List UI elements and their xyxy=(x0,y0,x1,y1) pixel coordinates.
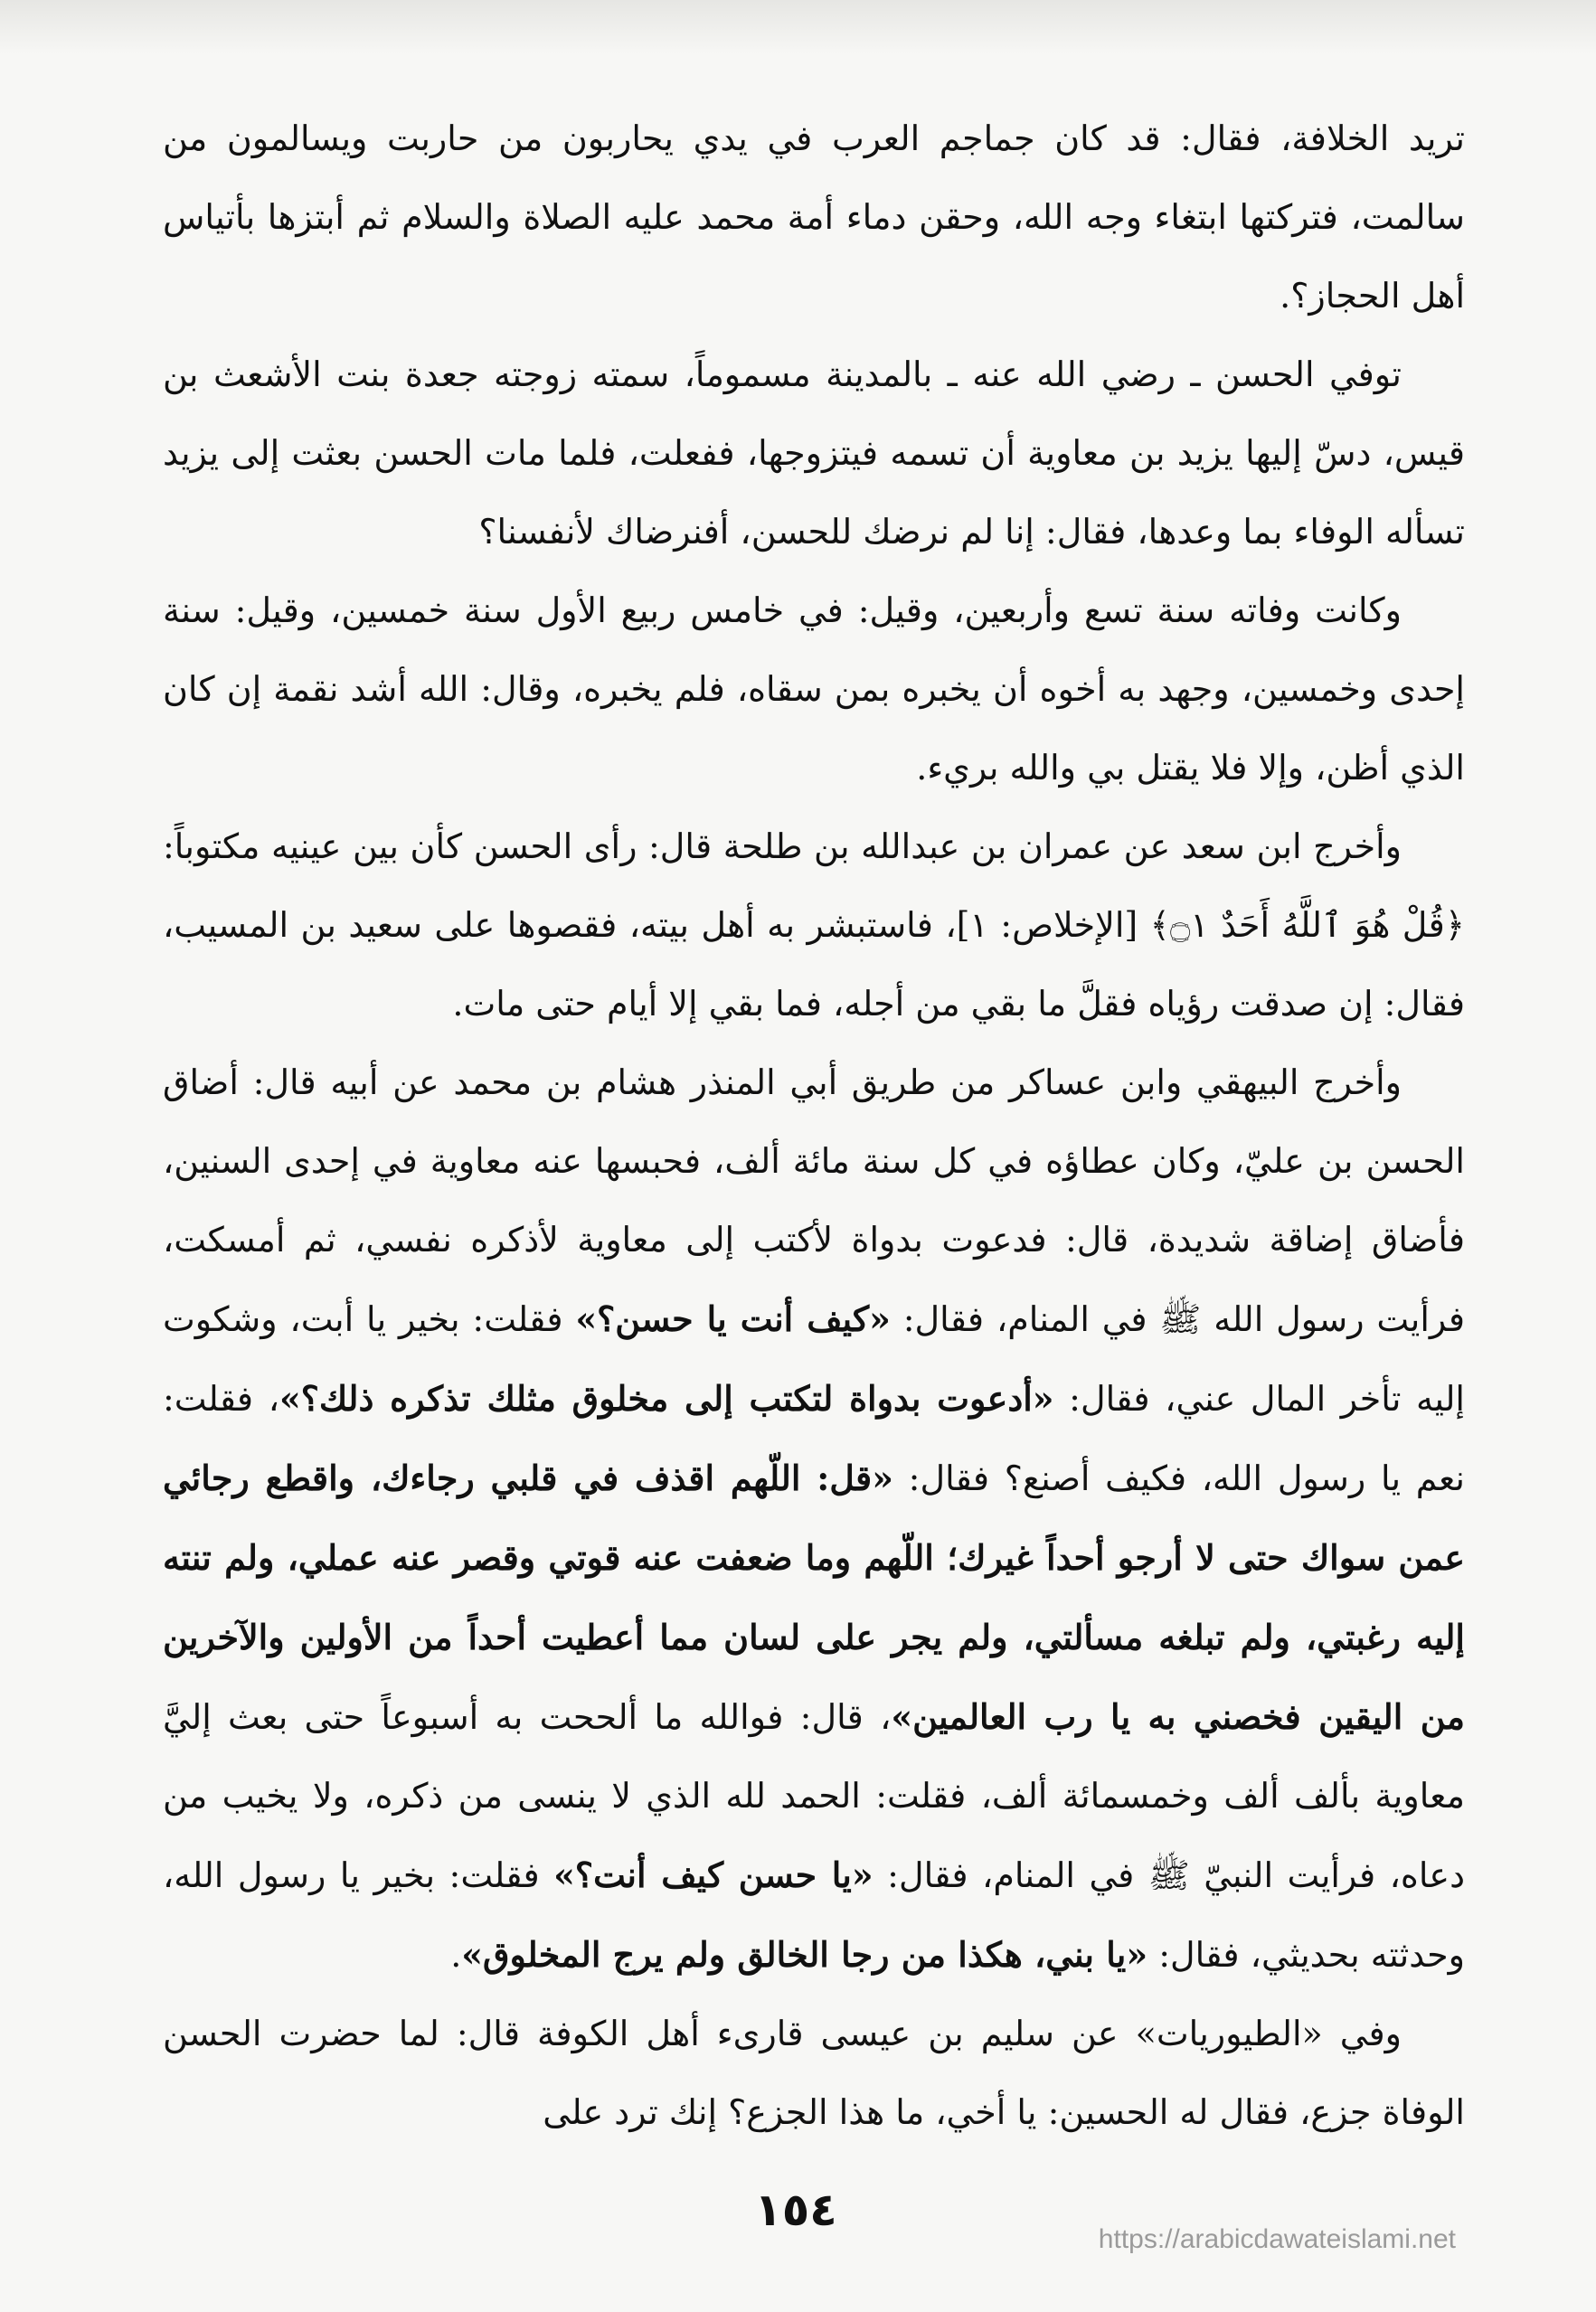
paragraph xyxy=(163,571,1465,807)
text-segment: فقلت: بخير يا رسول الله، وحدثته بحديثي، فقال: xyxy=(163,1855,1465,1975)
quoted-text-bold: «كيف أنت يا حسن؟» xyxy=(575,1298,891,1339)
quoted-text-bold: «أدعوت بدواة لتكتب إلى مخلوق مثلك تذكره ذلك؟» xyxy=(279,1378,1054,1419)
body-text xyxy=(163,99,1465,2152)
paragraph xyxy=(163,1995,1465,2152)
quoted-text-bold: «قل: اللّهم اقذف في قلبي رجاءك، واقطع رجائي عمن سواك حتى لا أرجو أحداً غيرك؛ اللّهم وما ضعفت عنه قوتي وقصر عنه عملي، ولم تنته إليه رغبتي، ولم تبلغه مسألتي، ولم يجر على لسان مما أعطيت أحداً من الأولين والآخرين من اليقين فخصني به يا رب العالمين» xyxy=(163,1458,1465,1737)
text-segment: ، قال: فوالله ما ألححت به أسبوعاً حتى بعث إليَّ معاوية بألف ألف وخمسمائة ألف، فقلت: الحمد لله الذي لا ينسى من ذكره، ولا يخيب من دعاه، فرأيت النبيّ ﷺ في المنام، فقال: xyxy=(163,1697,1465,1895)
paragraph xyxy=(163,99,1465,335)
page-number: ١٥٤ xyxy=(754,2184,837,2236)
text-segment: توفي الحسن ـ رضي الله عنه ـ بالمدينة مسموماً، سمته زوجته جعدة بنت الأشعث بن قيس، دسّ إليها يزيد بن معاوية أن تسمه فيتزوجها، ففعلت، فلما مات الحسن بعثت إلى يزيد تسأله الوفاء بما وعدها، فقال: إنا لم نرضك للحسن، أفنرضاك لأنفسنا؟ xyxy=(163,354,1465,552)
paragraph xyxy=(163,335,1465,571)
text-segment: تريد الخلافة، فقال: قد كان جماجم العرب في يدي يحاربون من حاربت ويسالمون من سالمت، فتركتها ابتغاء وجه الله، وحقن دماء أمة محمد عليه الصلاة والسلام ثم أبتزها بأتياس أهل الحجاز؟. xyxy=(163,118,1465,316)
text-segment: . xyxy=(450,1935,462,1975)
text-segment: وكانت وفاته سنة تسع وأربعين، وقيل: في خامس ربيع الأول سنة خمسين، وقيل: سنة إحدى وخمسين، وجهد به أخوه أن يخبره بمن سقاه، فلم يخبره، وقال: الله أشد نقمة إن كان الذي أظن، وإلا فلا يقتل بي والله بريء. xyxy=(163,590,1465,788)
text-segment: وأخرج ابن سعد عن عمران بن عبدالله بن طلحة قال: رأى الحسن كأن بين عينيه مكتوباً: ﴿قُلْ هُوَ ٱللَّهُ أَحَدٌ ۝١﴾ [الإخلاص: ١]، فاستبشر به أهل بيته، فقصوها على سعيد بن المسيب، فقال: إن صدقت رؤياه فقلَّ ما بقي من أجله، فما بقي إلا أيام حتى مات. xyxy=(163,826,1465,1024)
paragraph xyxy=(163,807,1465,1043)
text-segment: وأخرج البيهقي وابن عساكر من طريق أبي المنذر هشام بن محمد عن أبيه قال: أضاق الحسن بن عليّ، وكان عطاؤه في كل سنة مائة ألف، فحبسها عنه معاوية في إحدى السنين، فأضاق إضاقة شديدة، قال: فدعوت بدواة لأكتب إلى معاوية لأذكره نفسي، ثم أمسكت، فرأيت رسول الله ﷺ في المنام، فقال: xyxy=(163,1062,1466,1339)
paragraph xyxy=(163,1043,1465,1995)
text-segment: ، فقلت: نعم يا رسول الله، فكيف أصنع؟ فقال: xyxy=(163,1379,1465,1498)
text-segment: وفي «الطيوريات» عن سليم بن عيسى قارىء أهل الكوفة قال: لما حضرت الحسن الوفاة جزع، فقال له الحسين: يا أخي، ما هذا الجزع؟ إنك ترد على xyxy=(163,2014,1465,2132)
scan-top-edge xyxy=(0,0,1596,54)
text-segment: فقلت: بخير يا أبت، وشكوت إليه تأخر المال عني، فقال: xyxy=(163,1299,1465,1419)
quoted-text-bold: «يا بني، هكذا من رجا الخالق ولم يرج المخلوق» xyxy=(461,1934,1148,1975)
quoted-text-bold: «يا حسن كيف أنت؟» xyxy=(553,1854,874,1895)
watermark-url[interactable]: https://arabicdawateislami.net xyxy=(1098,2224,1456,2254)
